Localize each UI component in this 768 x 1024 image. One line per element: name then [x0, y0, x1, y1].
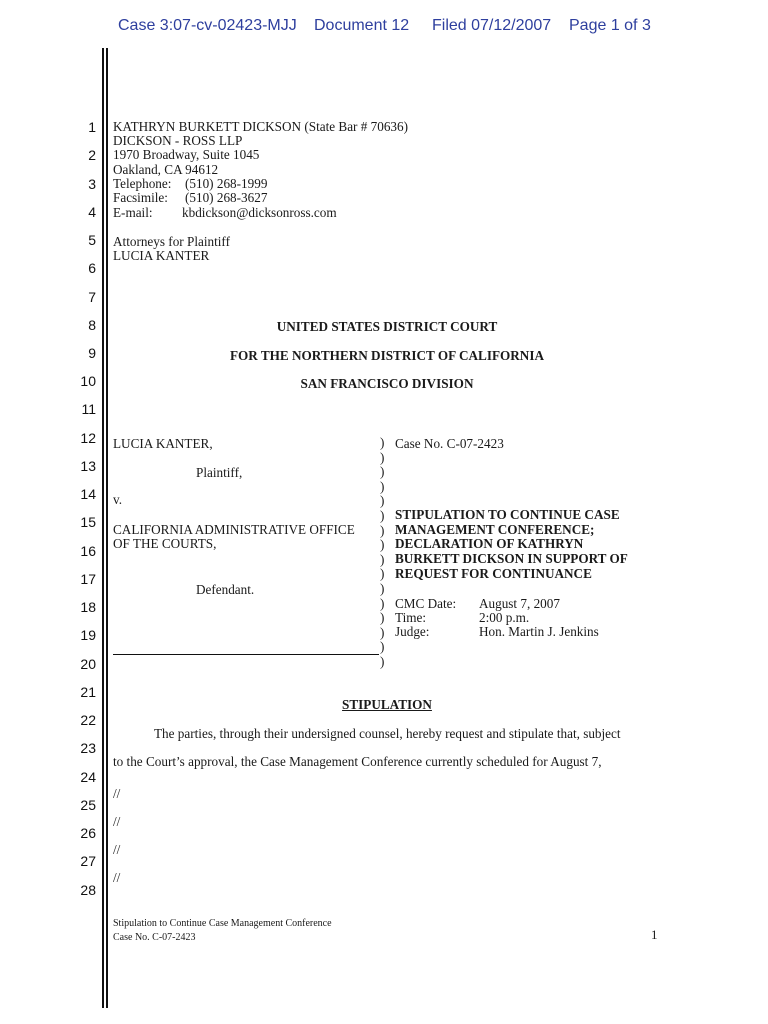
plaintiff-role: Plaintiff, — [196, 465, 243, 480]
line-number: 11 — [81, 401, 96, 417]
line-number: 13 — [80, 458, 96, 474]
court-district: FOR THE NORTHERN DISTRICT OF CALIFORNIA — [229, 348, 544, 363]
defendant-role: Defendant. — [196, 582, 255, 597]
line-number: 26 — [80, 825, 96, 841]
continuation-mark: // — [113, 786, 121, 801]
footer-case-number: Case No. C-07-2423 — [113, 932, 196, 943]
defendant-name-line1: CALIFORNIA ADMINISTRATIVE OFFICE — [113, 522, 355, 537]
margin-rule-outer — [102, 48, 104, 1008]
email-label: E-mail: — [113, 205, 153, 220]
line-number: 22 — [80, 712, 96, 728]
judge-label: Judge: — [395, 624, 430, 639]
case-number-stamp: Case 3:07-cv-02423-MJJ — [118, 17, 297, 34]
cmc-date-value: August 7, 2007 — [479, 596, 560, 611]
line-number: 6 — [88, 260, 96, 276]
page-number: 1 — [651, 927, 658, 942]
line-number: 19 — [80, 627, 96, 643]
line-number: 17 — [80, 571, 96, 587]
line-number: 12 — [80, 430, 96, 446]
line-number: 10 — [80, 373, 96, 389]
email-value: kbdickson@dicksonross.com — [182, 205, 337, 220]
attorney-name: KATHRYN BURKETT DICKSON (State Bar # 70636) — [113, 119, 408, 134]
page-count-stamp: Page 1 of 3 — [569, 17, 651, 34]
line-number: 3 — [88, 176, 96, 192]
document-title-line: STIPULATION TO CONTINUE CASE — [395, 507, 620, 522]
paragraph-line: The parties, through their undersigned counsel, hereby request and stipulate that, subject — [154, 726, 621, 741]
document-title-line: DECLARATION OF KATHRYN — [395, 536, 584, 551]
telephone-label: Telephone: — [113, 176, 172, 191]
caption-underline — [113, 654, 379, 655]
line-number: 20 — [80, 656, 96, 672]
time-value: 2:00 p.m. — [479, 610, 530, 625]
attorney-role: Attorneys for Plaintiff — [113, 234, 230, 249]
line-number: 24 — [80, 769, 96, 785]
margin-rule-inner — [106, 48, 108, 1008]
line-number: 8 — [88, 317, 96, 333]
versus: v. — [113, 492, 123, 507]
line-number: 25 — [80, 797, 96, 813]
document-number-stamp: Document 12 — [314, 17, 410, 34]
line-number: 27 — [80, 853, 96, 869]
cmc-date-label: CMC Date: — [395, 596, 457, 611]
firm-city: Oakland, CA 94612 — [113, 162, 219, 177]
document-title-line: BURKETT DICKSON IN SUPPORT OF — [395, 551, 628, 566]
case-number: Case No. C-07-2423 — [395, 436, 504, 451]
judge-value: Hon. Martin J. Jenkins — [479, 624, 599, 639]
time-label: Time: — [395, 610, 427, 625]
continuation-mark: // — [113, 870, 121, 885]
fax-label: Facsimile: — [113, 190, 168, 205]
defendant-name-line2: OF THE COURTS, — [113, 536, 217, 551]
document-title-line: REQUEST FOR CONTINUANCE — [395, 566, 592, 581]
line-number: 16 — [80, 543, 96, 559]
line-number: 5 — [88, 232, 96, 248]
line-number: 7 — [88, 289, 96, 305]
line-number: 14 — [80, 486, 96, 502]
court-division: SAN FRANCISCO DIVISION — [300, 376, 474, 391]
line-number: 28 — [80, 882, 96, 898]
client-name: LUCIA KANTER — [113, 248, 210, 263]
line-number: 15 — [80, 514, 96, 530]
line-number: 18 — [80, 599, 96, 615]
continuation-mark: // — [113, 842, 121, 857]
line-number: 21 — [80, 684, 96, 700]
continuation-mark: // — [113, 814, 121, 829]
footer-title: Stipulation to Continue Case Management Conference — [113, 918, 332, 929]
line-number: 4 — [88, 204, 96, 220]
filed-date-stamp: Filed 07/12/2007 — [432, 17, 552, 34]
plaintiff-name: LUCIA KANTER, — [113, 436, 213, 451]
firm-street: 1970 Broadway, Suite 1045 — [113, 147, 260, 162]
section-heading: STIPULATION — [342, 697, 432, 712]
court-name: UNITED STATES DISTRICT COURT — [276, 319, 498, 334]
line-number: 23 — [80, 740, 96, 756]
telephone-value: (510) 268-1999 — [185, 176, 268, 191]
fax-value: (510) 268-3627 — [185, 190, 268, 205]
law-firm: DICKSON - ROSS LLP — [113, 133, 243, 148]
paragraph-line: to the Court’s approval, the Case Management Conference currently scheduled for August 7, — [113, 754, 602, 769]
caption-paren-column: ) ) ) ) ) ) ) ) ) ) ) ) ) ) ) ) — [380, 435, 385, 669]
line-number: 2 — [88, 147, 96, 163]
document-title-line: MANAGEMENT CONFERENCE; — [395, 522, 595, 537]
line-number: 9 — [88, 345, 96, 361]
line-number: 1 — [88, 119, 96, 135]
